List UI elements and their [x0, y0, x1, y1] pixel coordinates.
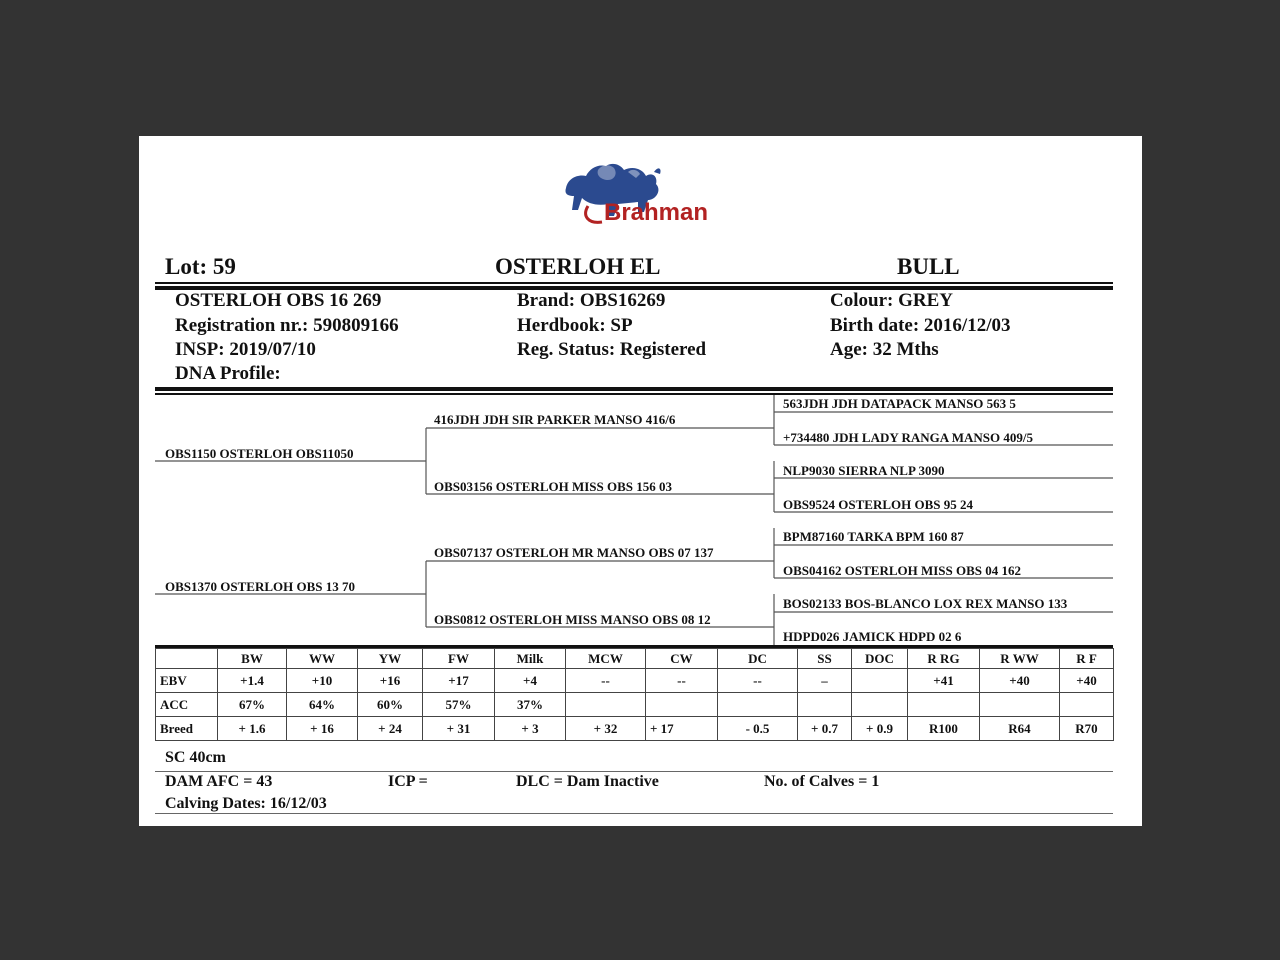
brand: Brand: OBS16269 — [517, 290, 666, 311]
registration-number: Registration nr.: 590809166 — [175, 315, 399, 336]
table-cell: 64% — [287, 693, 358, 717]
inspection-date: INSP: 2019/07/10 — [175, 339, 316, 360]
pedigree-great-grandparent: 563JDH JDH DATAPACK MANSO 563 5 — [783, 396, 1016, 411]
table-cell: +10 — [287, 669, 358, 693]
reg-status: Reg. Status: Registered — [517, 339, 707, 360]
table-header-cell — [156, 649, 218, 669]
table-row — [156, 717, 1114, 741]
lot-number: Lot: 59 — [165, 254, 236, 279]
table-cell: -- — [566, 669, 646, 693]
table-cell: R70 — [1060, 717, 1114, 741]
pedigree-sire: OBS1150 OSTERLOH OBS11050 — [165, 446, 354, 461]
table-cell — [852, 669, 908, 693]
table-cell: Breed — [156, 717, 218, 741]
table-cell — [1060, 693, 1114, 717]
table-cell: +1.4 — [218, 669, 287, 693]
table-header-cell: CW — [646, 649, 718, 669]
table-cell: 57% — [423, 693, 495, 717]
ebv-table — [155, 648, 1114, 741]
table-cell — [646, 693, 718, 717]
pedigree-great-grandparent: OBS9524 OSTERLOH OBS 95 24 — [783, 497, 973, 512]
dna-profile: DNA Profile: — [175, 363, 281, 384]
table-header-cell: MCW — [566, 649, 646, 669]
table-cell: EBV — [156, 669, 218, 693]
table-row — [156, 693, 1114, 717]
pedigree-grandparent: OBS07137 OSTERLOH MR MANSO OBS 07 137 — [434, 545, 714, 560]
table-cell: + 1.6 — [218, 717, 287, 741]
table-cell: +4 — [495, 669, 566, 693]
pedigree-grandparent: OBS0812 OSTERLOH MISS MANSO OBS 08 12 — [434, 612, 711, 627]
colour: Colour: GREY — [830, 290, 953, 311]
divider — [155, 771, 1113, 772]
pedigree-great-grandparent: HDPD026 JAMICK HDPD 02 6 — [783, 629, 962, 644]
table-cell: +40 — [1060, 669, 1114, 693]
table-row — [156, 669, 1114, 693]
table-cell: -- — [646, 669, 718, 693]
scrotal-circumference: SC 40cm — [165, 749, 226, 766]
table-cell — [908, 693, 980, 717]
table-header-cell: R F — [1060, 649, 1114, 669]
table-cell: - 0.5 — [718, 717, 798, 741]
birth-date: Birth date: 2016/12/03 — [830, 315, 1011, 336]
age: Age: 32 Mths — [830, 339, 939, 360]
table-cell — [566, 693, 646, 717]
table-cell: + 3 — [495, 717, 566, 741]
table-cell: R64 — [980, 717, 1060, 741]
registered-name: OSTERLOH OBS 16 269 — [175, 290, 382, 311]
table-header-cell: SS — [798, 649, 852, 669]
pedigree-great-grandparent: BOS02133 BOS-BLANCO LOX REX MANSO 133 — [783, 596, 1068, 611]
number-of-calves: No. of Calves = 1 — [764, 773, 880, 790]
table-cell: +41 — [908, 669, 980, 693]
table-cell: ACC — [156, 693, 218, 717]
table-cell: +40 — [980, 669, 1060, 693]
table-cell: + 32 — [566, 717, 646, 741]
table-cell: 37% — [495, 693, 566, 717]
dam-afc: DAM AFC = 43 — [165, 773, 273, 790]
table-cell: +16 — [358, 669, 423, 693]
table-header-cell: BW — [218, 649, 287, 669]
table-cell: + 16 — [287, 717, 358, 741]
table-header-cell: R WW — [980, 649, 1060, 669]
table-header-cell: DC — [718, 649, 798, 669]
table-cell: + 0.7 — [798, 717, 852, 741]
table-cell: 67% — [218, 693, 287, 717]
table-cell: – — [798, 669, 852, 693]
table-cell: -- — [718, 669, 798, 693]
pedigree-dam: OBS1370 OSTERLOH OBS 13 70 — [165, 579, 355, 594]
table-cell — [980, 693, 1060, 717]
table-header-cell: Milk — [495, 649, 566, 669]
pedigree-grandparent: 416JDH JDH SIR PARKER MANSO 416/6 — [434, 412, 676, 427]
table-header-cell: WW — [287, 649, 358, 669]
table-cell — [852, 693, 908, 717]
table-cell — [718, 693, 798, 717]
logo-text: Brahman — [604, 199, 709, 226]
pedigree-grandparent: OBS03156 OSTERLOH MISS OBS 156 03 — [434, 479, 673, 494]
table-cell: + 24 — [358, 717, 423, 741]
table-header-cell: DOC — [852, 649, 908, 669]
dlc: DLC = Dam Inactive — [516, 773, 659, 790]
table-cell: + 31 — [423, 717, 495, 741]
pedigree-great-grandparent: BPM87160 TARKA BPM 160 87 — [783, 529, 964, 544]
animal-sex: BULL — [897, 254, 960, 279]
animal-name: OSTERLOH EL — [495, 254, 661, 279]
table-cell: 60% — [358, 693, 423, 717]
herdbook: Herdbook: SP — [517, 315, 633, 336]
divider — [155, 813, 1113, 814]
table-header-cell: R RG — [908, 649, 980, 669]
table-header-cell: YW — [358, 649, 423, 669]
table-header-row — [156, 649, 1114, 669]
table-cell — [798, 693, 852, 717]
table-cell: + 17 — [646, 717, 718, 741]
pedigree-great-grandparent: +734480 JDH LADY RANGA MANSO 409/5 — [783, 430, 1033, 445]
pedigree-great-grandparent: OBS04162 OSTERLOH MISS OBS 04 162 — [783, 563, 1022, 578]
table-cell: + 0.9 — [852, 717, 908, 741]
table-cell: +17 — [423, 669, 495, 693]
calving-dates: Calving Dates: 16/12/03 — [165, 795, 327, 812]
icp: ICP = — [388, 773, 428, 790]
table-header-cell: FW — [423, 649, 495, 669]
table-cell: R100 — [908, 717, 980, 741]
pedigree-great-grandparent: NLP9030 SIERRA NLP 3090 — [783, 463, 945, 478]
